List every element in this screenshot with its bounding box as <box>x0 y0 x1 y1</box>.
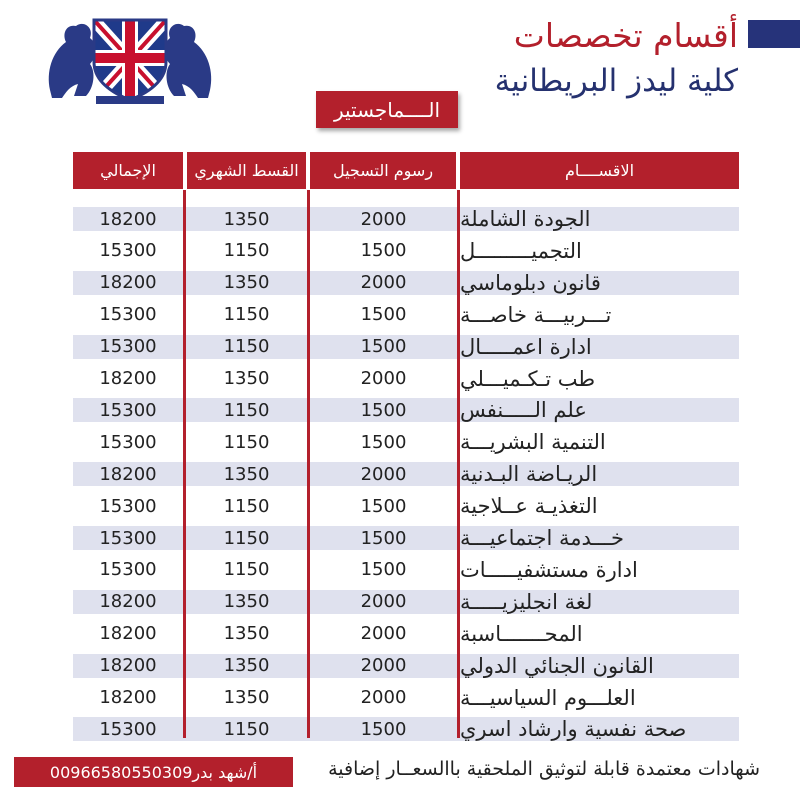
registration-fee-cell: 2000 <box>360 463 407 485</box>
monthly-installment-cell: 1150 <box>223 336 270 358</box>
monthly-installment-cell: 1150 <box>223 399 270 421</box>
total-cell: 15300 <box>99 399 157 421</box>
registration-fee-cell: 1500 <box>360 495 407 517</box>
monthly-installment-cell: 1150 <box>223 240 270 262</box>
department-cell: القانون الجنائي الدولي <box>460 653 654 678</box>
college-crest-logo <box>44 12 216 108</box>
monthly-installment-cell: 1350 <box>223 463 270 485</box>
total-cell: 15300 <box>99 559 157 581</box>
page-title: أقسام تخصصات <box>513 16 738 55</box>
registration-fee-cell: 2000 <box>360 591 407 613</box>
column-header-monthly: القسط الشهري <box>187 152 306 189</box>
registration-fee-cell: 2000 <box>360 368 407 389</box>
accreditation-note: شهادات معتمدة قابلة لتوثيق الملحقية باالسعــار إضافية <box>328 758 760 780</box>
department-cell: التنمية البشريـــة <box>460 430 606 455</box>
total-cell: 15300 <box>99 527 157 549</box>
contact-phone: أ/شهد بدر00966580550309 <box>14 757 293 787</box>
degree-badge: الــــماجستير <box>316 91 458 128</box>
column-header-total: الإجمالي <box>73 152 183 189</box>
registration-fee-cell: 1500 <box>360 336 407 358</box>
total-cell: 18200 <box>99 272 157 294</box>
monthly-installment-cell: 1350 <box>223 687 270 708</box>
department-cell: طب تـكـميـــلي <box>460 366 596 391</box>
column-header-registration: رسوم التسجيل <box>310 152 456 189</box>
department-cell: قانون دبلوماسي <box>460 270 601 295</box>
monthly-installment-cell: 1350 <box>223 208 270 230</box>
department-cell: تـــربيـــة خاصـــة <box>460 302 612 327</box>
monthly-installment-cell: 1150 <box>223 495 270 517</box>
registration-fee-cell: 2000 <box>360 687 407 708</box>
registration-fee-cell: 1500 <box>360 559 407 581</box>
registration-fee-cell: 1500 <box>360 399 407 421</box>
monthly-installment-cell: 1150 <box>223 527 270 549</box>
department-cell: العلـــوم السياسيـــة <box>460 685 636 710</box>
total-cell: 15300 <box>99 495 157 517</box>
column-divider <box>457 190 460 738</box>
department-cell: خـــدمة اجتماعيـــة <box>460 526 624 550</box>
registration-fee-cell: 1500 <box>360 240 407 262</box>
total-cell: 18200 <box>99 687 157 708</box>
column-header-departments: الاقســــام <box>460 152 739 189</box>
monthly-installment-cell: 1150 <box>223 559 270 581</box>
department-cell: علم الـــــنفس <box>460 398 587 423</box>
total-cell: 15300 <box>99 718 157 740</box>
monthly-installment-cell: 1350 <box>223 272 270 294</box>
department-cell: الجودة الشاملة <box>460 207 591 231</box>
monthly-installment-cell: 1350 <box>223 655 270 677</box>
department-cell: التغذيـة عــلاجية <box>460 494 598 519</box>
column-divider <box>307 190 310 738</box>
total-cell: 15300 <box>99 304 157 326</box>
total-cell: 18200 <box>99 463 157 485</box>
monthly-installment-cell: 1150 <box>223 304 270 326</box>
total-cell: 18200 <box>99 655 157 677</box>
department-cell: صحة نفسية وارشاد اسري <box>460 717 687 742</box>
registration-fee-cell: 2000 <box>360 655 407 677</box>
registration-fee-cell: 1500 <box>360 718 407 740</box>
monthly-installment-cell: 1350 <box>223 368 270 389</box>
registration-fee-cell: 1500 <box>360 304 407 326</box>
registration-fee-cell: 2000 <box>360 623 407 645</box>
department-cell: المحـــــــاسبة <box>460 621 583 646</box>
registration-fee-cell: 1500 <box>360 431 407 453</box>
total-cell: 15300 <box>99 336 157 358</box>
total-cell: 15300 <box>99 431 157 453</box>
registration-fee-cell: 1500 <box>360 527 407 549</box>
corner-accent-bar <box>748 20 800 48</box>
registration-fee-cell: 2000 <box>360 208 407 230</box>
total-cell: 18200 <box>99 591 157 613</box>
department-cell: ادارة اعمـــــال <box>460 334 592 359</box>
total-cell: 18200 <box>99 368 157 389</box>
college-name: كلية ليدز البريطانية <box>494 63 738 99</box>
total-cell: 15300 <box>99 240 157 262</box>
monthly-installment-cell: 1150 <box>223 718 270 740</box>
monthly-installment-cell: 1150 <box>223 431 270 453</box>
total-cell: 18200 <box>99 208 157 230</box>
department-cell: لغة انجليزيـــــة <box>460 589 593 614</box>
department-cell: التجميـــــــــل <box>460 238 582 263</box>
total-cell: 18200 <box>99 623 157 645</box>
department-cell: الريـاضة البـدنية <box>460 462 598 487</box>
registration-fee-cell: 2000 <box>360 272 407 294</box>
column-divider <box>183 190 186 738</box>
monthly-installment-cell: 1350 <box>223 591 270 613</box>
monthly-installment-cell: 1350 <box>223 623 270 645</box>
department-cell: ادارة مستشفيـــــات <box>460 557 638 582</box>
